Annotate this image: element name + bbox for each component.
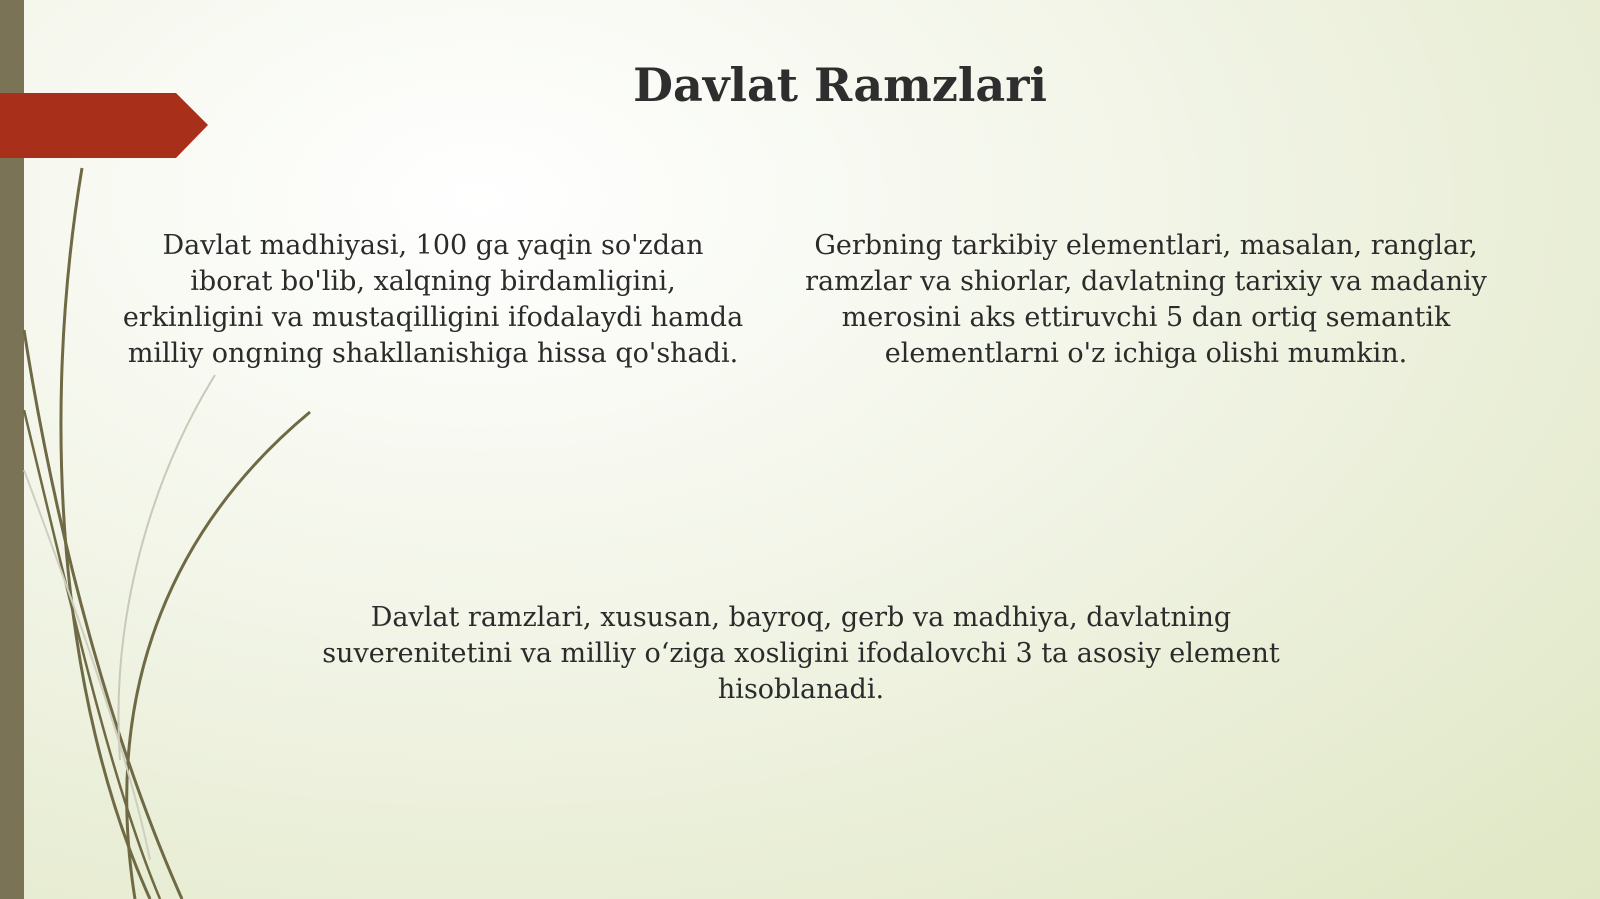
slide-title: Davlat Ramzlari <box>633 58 1047 112</box>
grass-curve-2 <box>24 330 182 899</box>
coat-of-arms-text-block: Gerbning tarkibiy elementlari, masalan, ranglar, ramzlar va shiorlar, davlatning tarixiy va madaniy merosini aks ettiruvchi 5 dan ortiq semantik elementlarni o'z ichiga olishi mumkin. <box>805 230 1487 369</box>
anthem-text-block: Davlat madhiyasi, 100 ga yaqin so'zdan iborat bo'lib, xalqning birdamligini, erkinligini va mustaqilligini ifodalaydi hamda milliy ongning shakllanishiga hissa qo'shadi. <box>122 230 744 369</box>
grass-curve-3 <box>24 410 160 899</box>
state-symbols-text-block: Davlat ramzlari, xususan, bayroq, gerb va madhiya, davlatning suverenitetini va milliy o‘ziga xosligini ifodalovchi 3 ta asosiy element hisoblanadi. <box>322 602 1280 705</box>
grass-curve-5 <box>118 375 215 760</box>
red-arrow-tab-icon <box>0 93 208 158</box>
